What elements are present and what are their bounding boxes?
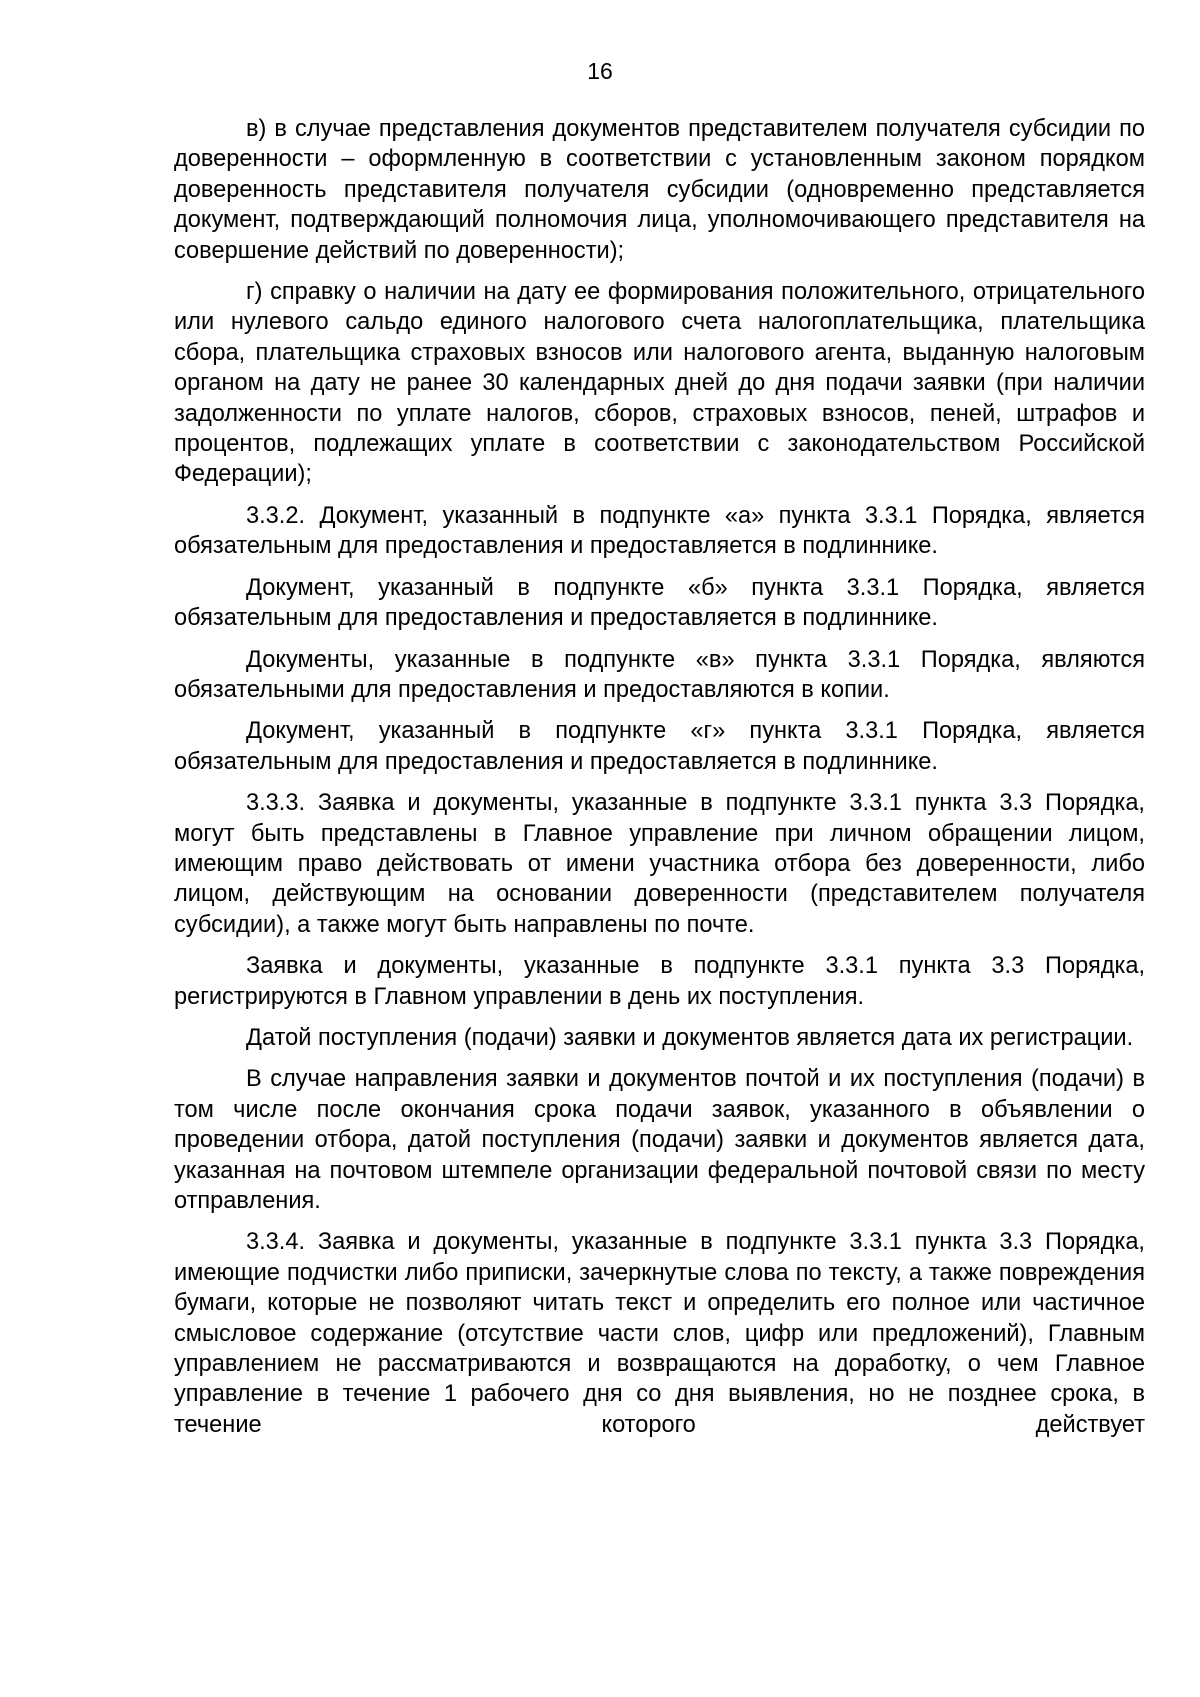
paragraph-3-3-2: 3.3.2. Документ, указанный в подпункте «а» пункта 3.3.1 Порядка, является обязательным для предоставления и предоставляется в подлиннике.: [174, 502, 1145, 560]
paragraph-registration: Заявка и документы, указанные в подпункте 3.3.1 пункта 3.3 Порядка, регистрируются в Главном управлении в день их поступления.: [174, 953, 1145, 1010]
paragraph-documents-v: Документы, указанные в подпункте «в» пункта 3.3.1 Порядка, являются обязательными для предоставления и предоставляются в копии.: [174, 646, 1145, 703]
paragraph-3-3-3: 3.3.3. Заявка и документы, указанные в подпункте 3.3.1 пункта 3.3 Порядка, могут быть представлены в Главное управление при личном обращении лицом, имеющим право действовать от имени участника отбора без доверенности, либо лицом, действующим на основании доверенности (представителем получателя субсидии), а также могут быть направлены по почте.: [174, 790, 1145, 938]
paragraph-3-3-4: 3.3.4. Заявка и документы, указанные в подпункте 3.3.1 пункта 3.3 Порядка, имеющие подчистки либо приписки, зачеркнутые слова по тексту, а также повреждения бумаги, которые не позволяют читать текст и определить его полное или частичное смысловое содержание (отсутствие части слов, цифр или предложений), Главным управлением не рассматриваются и возвращаются на доработку, о чем Главное управление в течение 1 рабочего дня со дня выявления, но не позднее срока, в течение которого действует: [174, 1229, 1145, 1438]
paragraph-submission-date: Датой поступления (подачи) заявки и документов является дата их регистрации.: [246, 1024, 1134, 1051]
paragraph-postal-submission: В случае направления заявки и документов почтой и их поступления (подачи) в том числе после окончания срока подачи заявок, указанного в объявлении о проведении отбора, датой поступления (подачи) заявки и документов является дата, указанная на почтовом штемпеле организации федеральной почтовой связи по месту отправления.: [174, 1066, 1145, 1214]
paragraph-document-b: Документ, указанный в подпункте «б» пункта 3.3.1 Порядка, является обязательным для предоставления и предоставляется в подлиннике.: [174, 574, 1145, 632]
paragraph-document-g: Документ, указанный в подпункте «г» пункта 3.3.1 Порядка, является обязательным для предоставления и предоставляется в подлиннике.: [174, 718, 1145, 775]
document-body: [174, 114, 1145, 1440]
paragraph-3-3-1-v: в) в случае представления документов представителем получателя субсидии по доверенности – оформленную в соответствии с установленным законом порядком доверенность представителя получателя субсидии (одновременно представляется документ, подтверждающий полномочия лица, уполномочивающего представителя на совершение действий по доверенности);: [174, 116, 1145, 264]
page-number: 16: [587, 58, 613, 84]
paragraph-3-3-1-g: г) справку о наличии на дату ее формирования положительного, отрицательного или нулевого сальдо единого налогового счета налогоплательщика, плательщика сбора, плательщика страховых взносов или налогового агента, выданную налоговым органом на дату не ранее 30 календарных дней до дня подачи заявки (при наличии задолженности по уплате налогов, сборов, страховых взносов, пеней, штрафов и процентов, подлежащих уплате в соответствии с законодательством Российской Федерации);: [174, 279, 1145, 488]
